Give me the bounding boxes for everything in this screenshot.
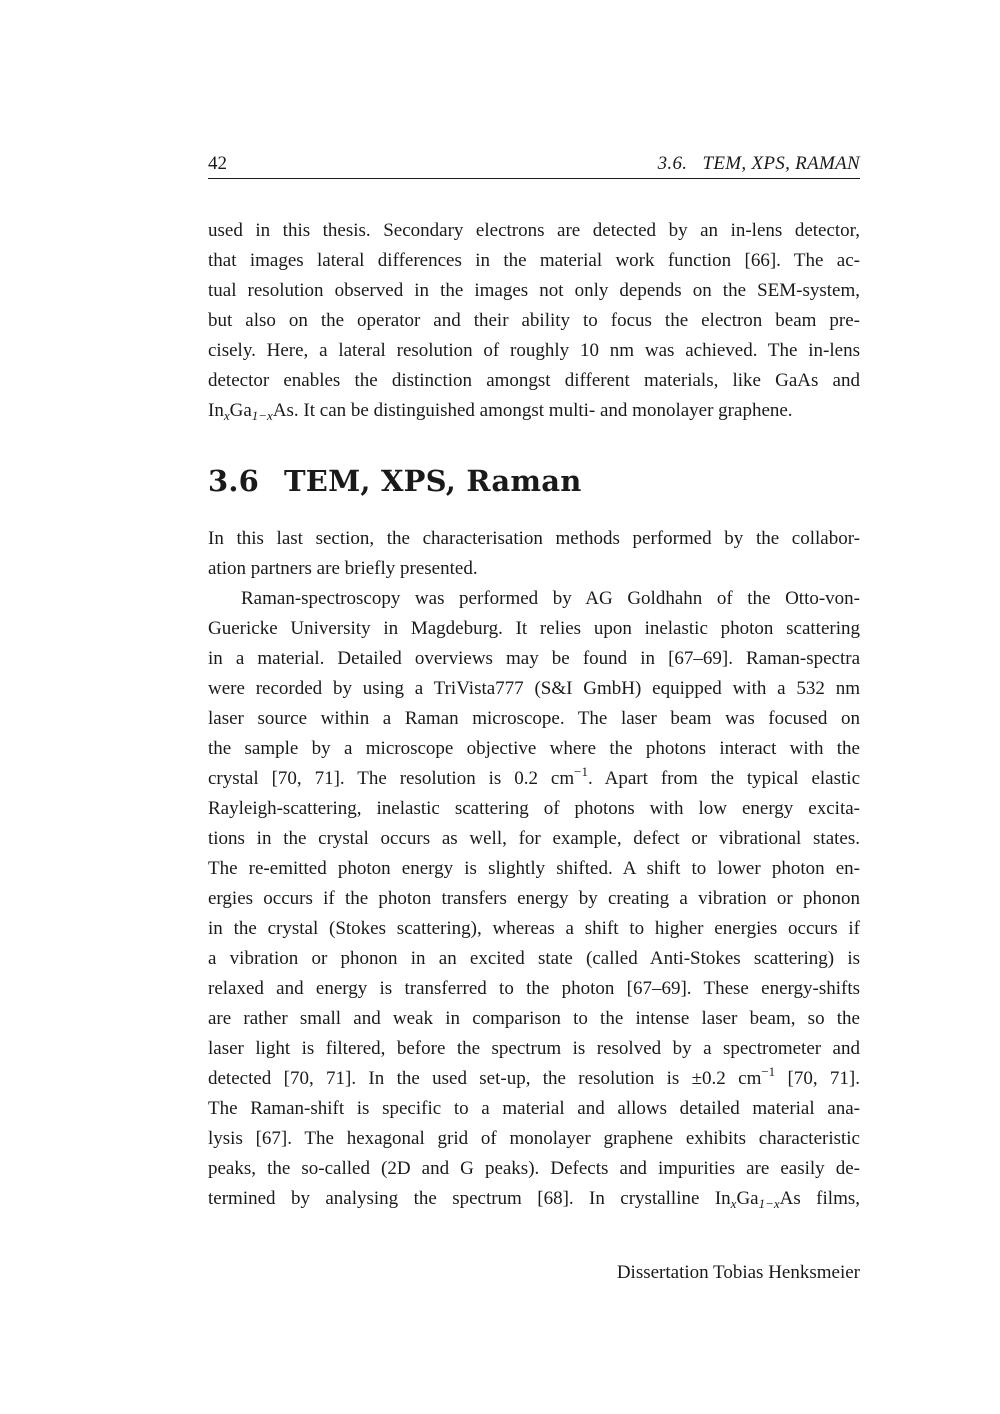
text-line-indented <box>208 584 860 614</box>
running-header <box>208 152 860 179</box>
section-title: TEM, XPS, Raman <box>284 464 582 498</box>
subscript-x: x <box>730 1196 737 1211</box>
text-line-formula <box>208 1184 860 1214</box>
text-fragment: crystal [70, 71]. The resolution is 0.2 cm <box>208 768 575 789</box>
text-fragment: Raman-spectroscopy was performed by AG Goldhahn of the Otto-von- <box>241 588 860 609</box>
text-line: the sample by a microscope objective where the photons interact with the <box>208 738 860 759</box>
text-line: tual resolution observed in the images not only depends on the SEM-system, <box>208 280 860 301</box>
superscript: −1 <box>761 1064 776 1079</box>
text-fragment: termined by analysing the spectrum [68]. In crystalline In <box>208 1188 731 1209</box>
text-line: detector enables the distinction amongst different materials, like GaAs and <box>208 370 860 391</box>
text-line: lysis [67]. The hexagonal grid of monolayer graphene exhibits characteristic <box>208 1128 860 1149</box>
text-line: are rather small and weak in comparison to the intense laser beam, so the <box>208 1008 860 1029</box>
paragraph-sem-continuation <box>208 216 860 426</box>
text-line: laser light is filtered, before the spectrum is resolved by a spectrometer and <box>208 1038 860 1059</box>
text-line: relaxed and energy is transferred to the photon [67–69]. These energy-shifts <box>208 978 860 999</box>
text-fragment: In <box>208 400 224 421</box>
text-line: ergies occurs if the photon transfers energy by creating a vibration or phonon <box>208 888 860 909</box>
section-heading <box>208 464 860 498</box>
text-line: The re-emitted photon energy is slightly shifted. A shift to lower photon en- <box>208 858 860 879</box>
text-fragment: Ga <box>229 400 252 421</box>
text-line: The Raman-shift is specific to a material and allows detailed material ana- <box>208 1098 860 1119</box>
text-line: laser source within a Raman microscope. The laser beam was focused on <box>208 708 860 729</box>
text-line: Rayleigh-scattering, inelastic scattering of photons with low energy excita- <box>208 798 860 819</box>
text-fragment: As. It can be distinguished amongst multi- and monolayer graphene. <box>272 400 793 421</box>
text-line: cisely. Here, a lateral resolution of roughly 10 nm was achieved. The in-lens <box>208 340 860 361</box>
text-line: tions in the crystal occurs as well, for example, defect or vibrational states. <box>208 828 860 849</box>
text-line: in the crystal (Stokes scattering), whereas a shift to higher energies occurs if <box>208 918 860 939</box>
text-line-formula <box>208 764 860 794</box>
text-fragment: . Apart from the typical elastic <box>588 768 861 789</box>
page-number: 42 <box>208 153 227 174</box>
text-line: In this last section, the characterisation methods performed by the collabor- <box>208 528 860 549</box>
text-line: used in this thesis. Secondary electrons are detected by an in-lens detector, <box>208 220 860 241</box>
subscript-1-minus-x: 1−x <box>758 1196 780 1211</box>
subscript-1-minus-x: 1−x <box>251 408 273 423</box>
text-fragment: Ga <box>736 1188 759 1209</box>
superscript: −1 <box>574 764 588 779</box>
text-line-formula <box>208 1064 860 1094</box>
text-line: that images lateral differences in the material work function [66]. The ac- <box>208 250 860 271</box>
text-line: in a material. Detailed overviews may be found in [67–69]. Raman-spectra <box>208 648 860 669</box>
text-line: but also on the operator and their ability to focus the electron beam pre- <box>208 310 860 331</box>
subscript-x: x <box>223 408 230 423</box>
text-line: a vibration or phonon in an excited state (called Anti-Stokes scattering) is <box>208 948 860 969</box>
section-number: 3.6 <box>208 464 260 498</box>
text-fragment: As films, <box>779 1188 860 1209</box>
text-line: Guericke University in Magdeburg. It relies upon inelastic photon scattering <box>208 618 860 639</box>
text-line: ation partners are briefly presented. <box>208 558 478 579</box>
running-title: 3.6. TEM, XPS, RAMAN <box>657 153 860 174</box>
text-fragment: [70, 71]. <box>775 1068 860 1089</box>
text-fragment: detected [70, 71]. In the used set-up, the resolution is ±0.2 cm <box>208 1068 762 1089</box>
text-line-formula <box>208 396 860 426</box>
text-line: peaks, the so-called (2D and G peaks). Defects and impurities are easily de- <box>208 1158 860 1179</box>
page-footer: Dissertation Tobias Henksmeier <box>616 1262 860 1283</box>
section-body <box>208 524 860 1214</box>
text-line: were recorded by using a TriVista777 (S&I GmbH) equipped with a 532 nm <box>208 678 860 699</box>
